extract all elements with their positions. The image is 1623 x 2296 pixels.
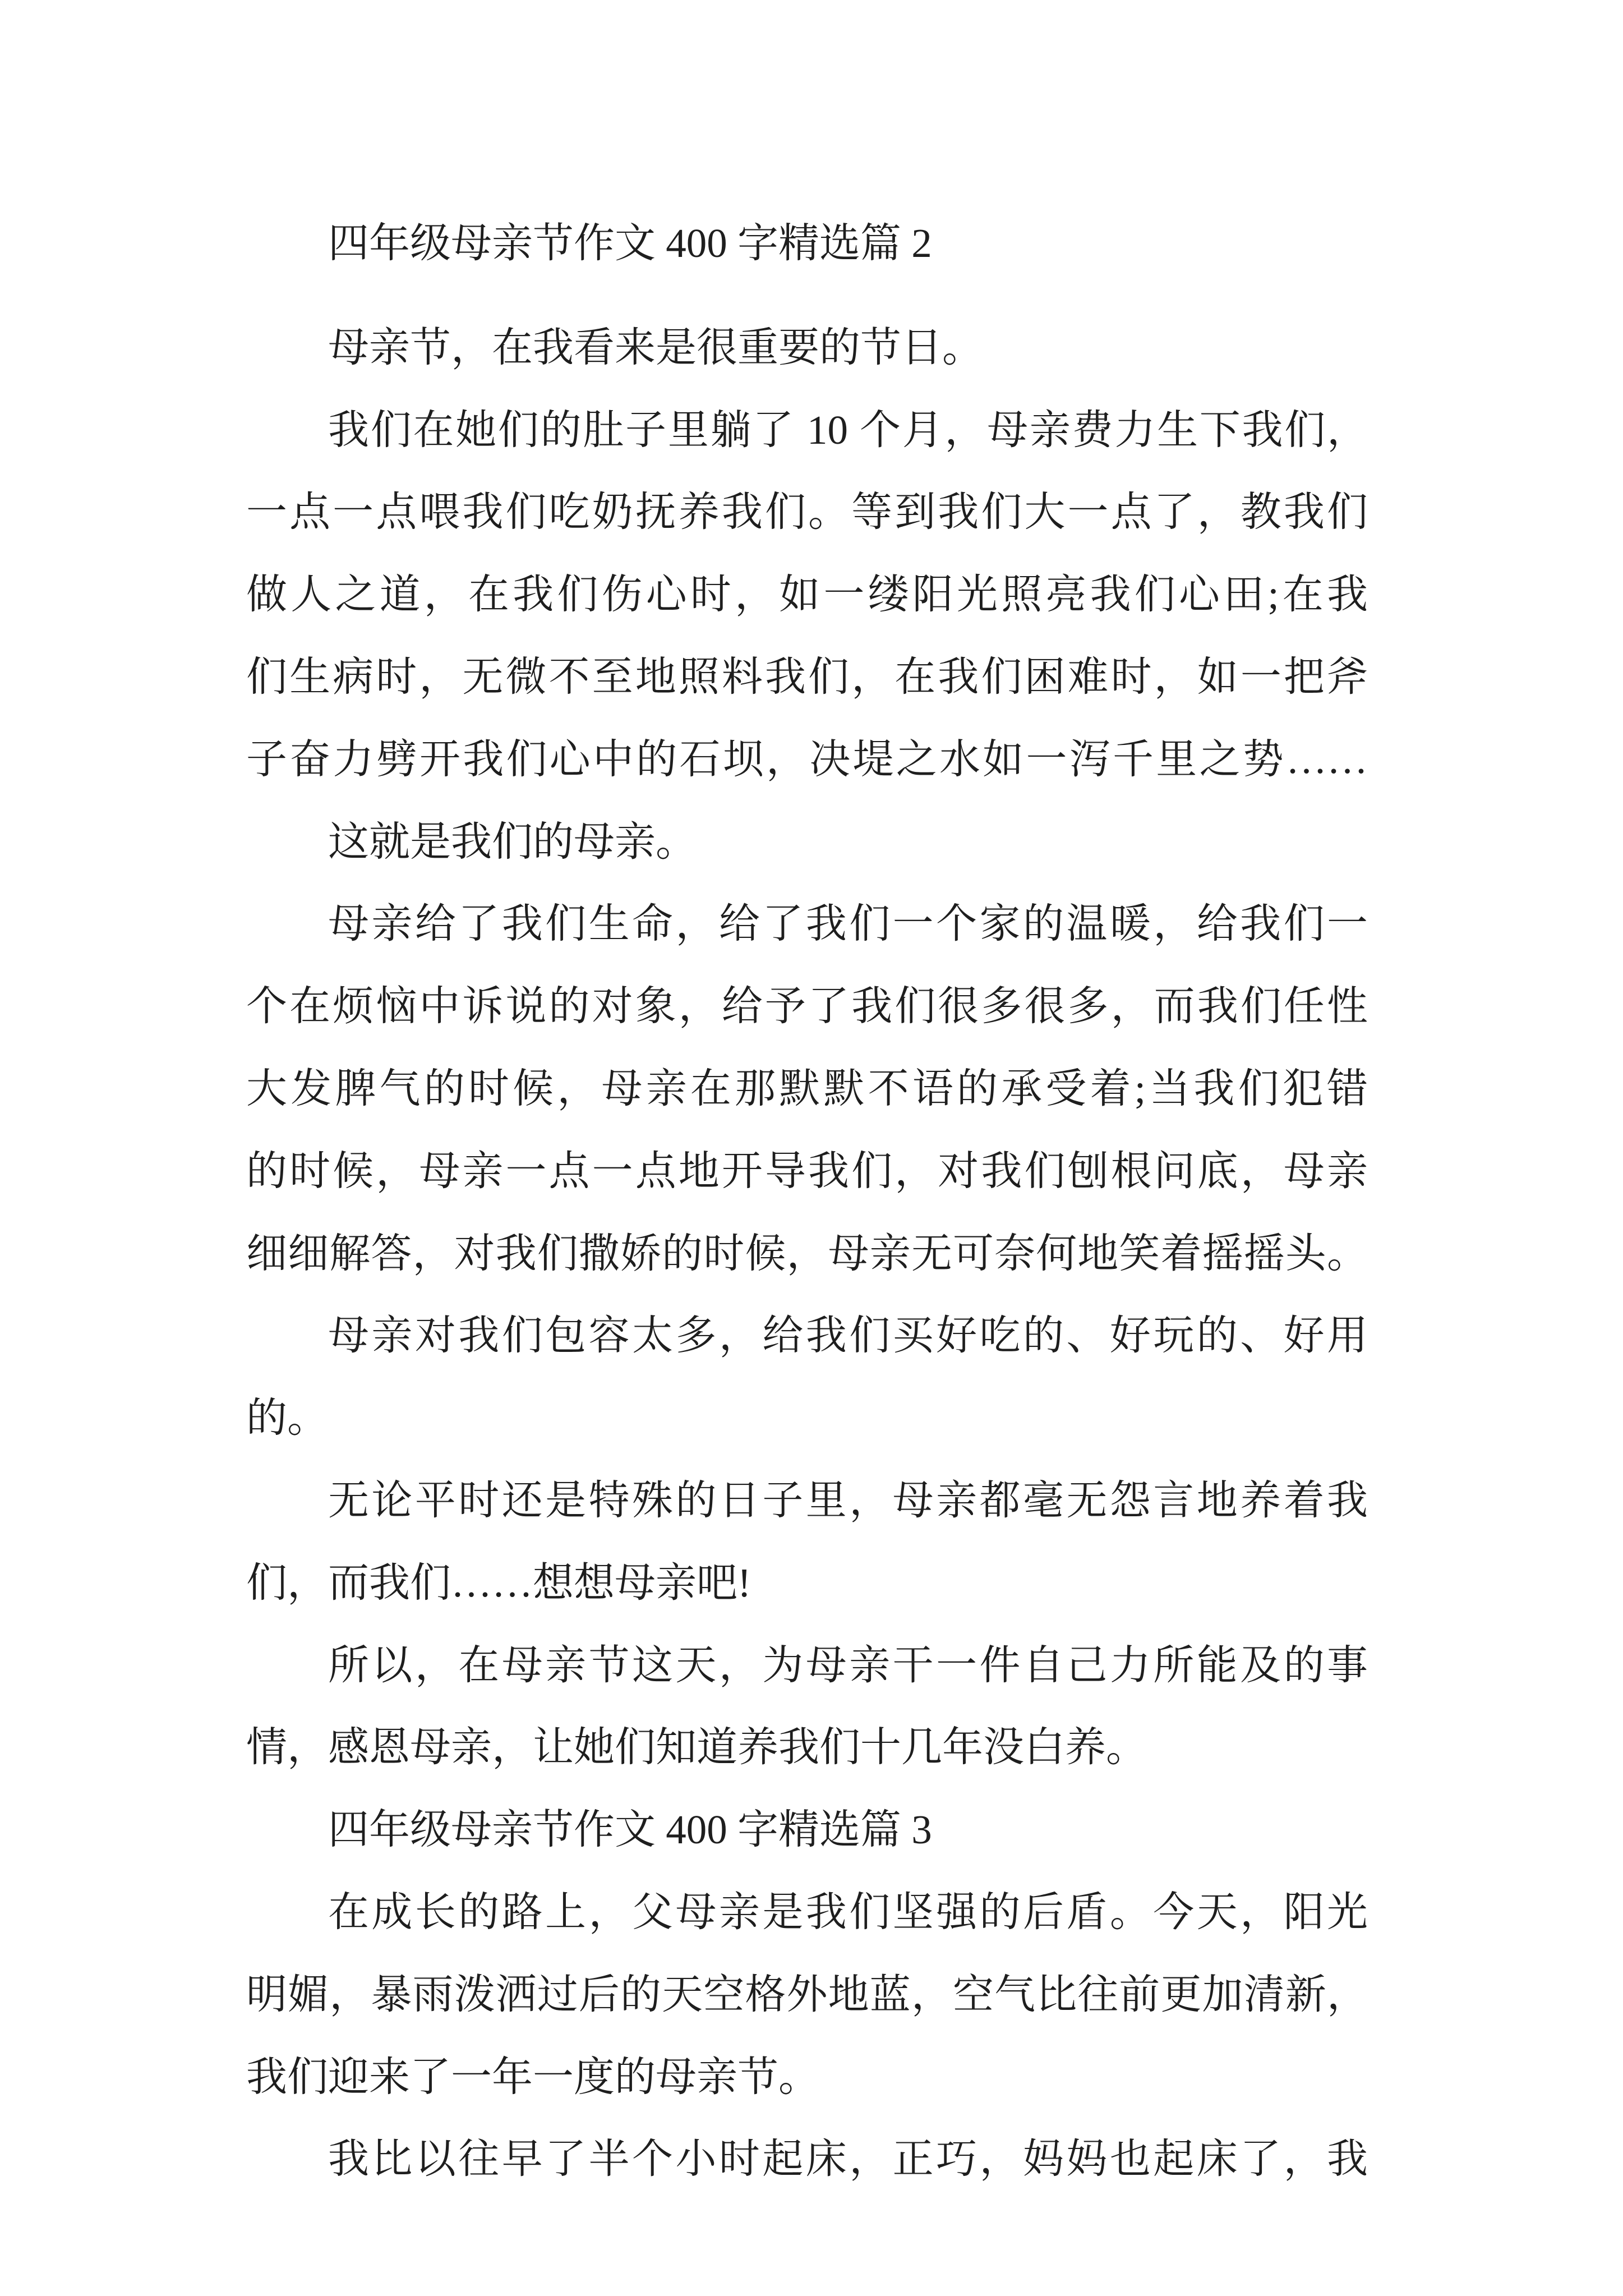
paragraph [246,883,1368,1295]
text-line: 我们在她们的肚子里躺了 10 个月，母亲费力生下我们， [328,407,1368,453]
text-line: 情，感恩母亲，让她们知道养我们十几年没白养。 [246,1724,1147,1770]
text-line: 明媚，暴雨泼洒过后的天空格外地蓝，空气比往前更加清新， [246,1971,1368,2017]
text-line: 一点一点喂我们吃奶抚养我们。等到我们大一点了，教我们 [246,489,1368,535]
section-heading [246,203,1368,285]
document-body [246,203,1368,2201]
paragraph [246,307,1368,389]
text-line: 我比以往早了半个小时起床，正巧，妈妈也起床了，我 [328,2136,1368,2182]
text-line: 在成长的路上，父母亲是我们坚强的后盾。今天，阳光 [328,1889,1368,1935]
text-line: 们生病时，无微不至地照料我们，在我们困难时，如一把斧 [246,654,1368,700]
text-line: 们，而我们……想想母亲吧! [246,1559,751,1605]
text-line: 个在烦恼中诉说的对象，给予了我们很多很多，而我们任性 [246,983,1368,1029]
section-heading [246,1789,1368,1871]
text-line: 子奋力劈开我们心中的石坝，决堤之水如一泻千里之势…… [246,736,1368,782]
paragraph [246,389,1368,801]
text-line: 的。 [246,1395,328,1441]
text-line: 大发脾气的时候，母亲在那默默不语的承受着;当我们犯错 [246,1065,1368,1111]
heading-text: 四年级母亲节作文 400 字精选篇 3 [328,1807,932,1853]
paragraph [246,801,1368,884]
paragraph [246,1871,1368,2118]
text-line: 做人之道，在我们伤心时，如一缕阳光照亮我们心田;在我 [246,572,1368,618]
text-line: 我们迎来了一年一度的母亲节。 [246,2054,819,2100]
text-line: 所以，在母亲节这天，为母亲干一件自己力所能及的事 [328,1642,1368,1688]
paragraph [246,1625,1368,1789]
paragraph [246,1295,1368,1460]
text-line: 细细解答，对我们撒娇的时候，母亲无可奈何地笑着摇摇头。 [246,1230,1368,1276]
text-line: 母亲给了我们生命，给了我们一个家的温暖，给我们一 [328,901,1368,947]
paragraph [246,2118,1368,2201]
text-line: 母亲对我们包容太多，给我们买好吃的、好玩的、好用 [328,1313,1368,1359]
text-line: 的时候，母亲一点一点地开导我们，对我们刨根问底，母亲 [246,1148,1368,1194]
text-line: 这就是我们的母亲。 [328,818,697,864]
paragraph [246,1460,1368,1625]
text-line: 无论平时还是特殊的日子里，母亲都毫无怨言地养着我 [328,1477,1368,1523]
heading-text: 四年级母亲节作文 400 字精选篇 2 [328,220,932,266]
text-line: 母亲节，在我看来是很重要的节日。 [328,324,983,370]
